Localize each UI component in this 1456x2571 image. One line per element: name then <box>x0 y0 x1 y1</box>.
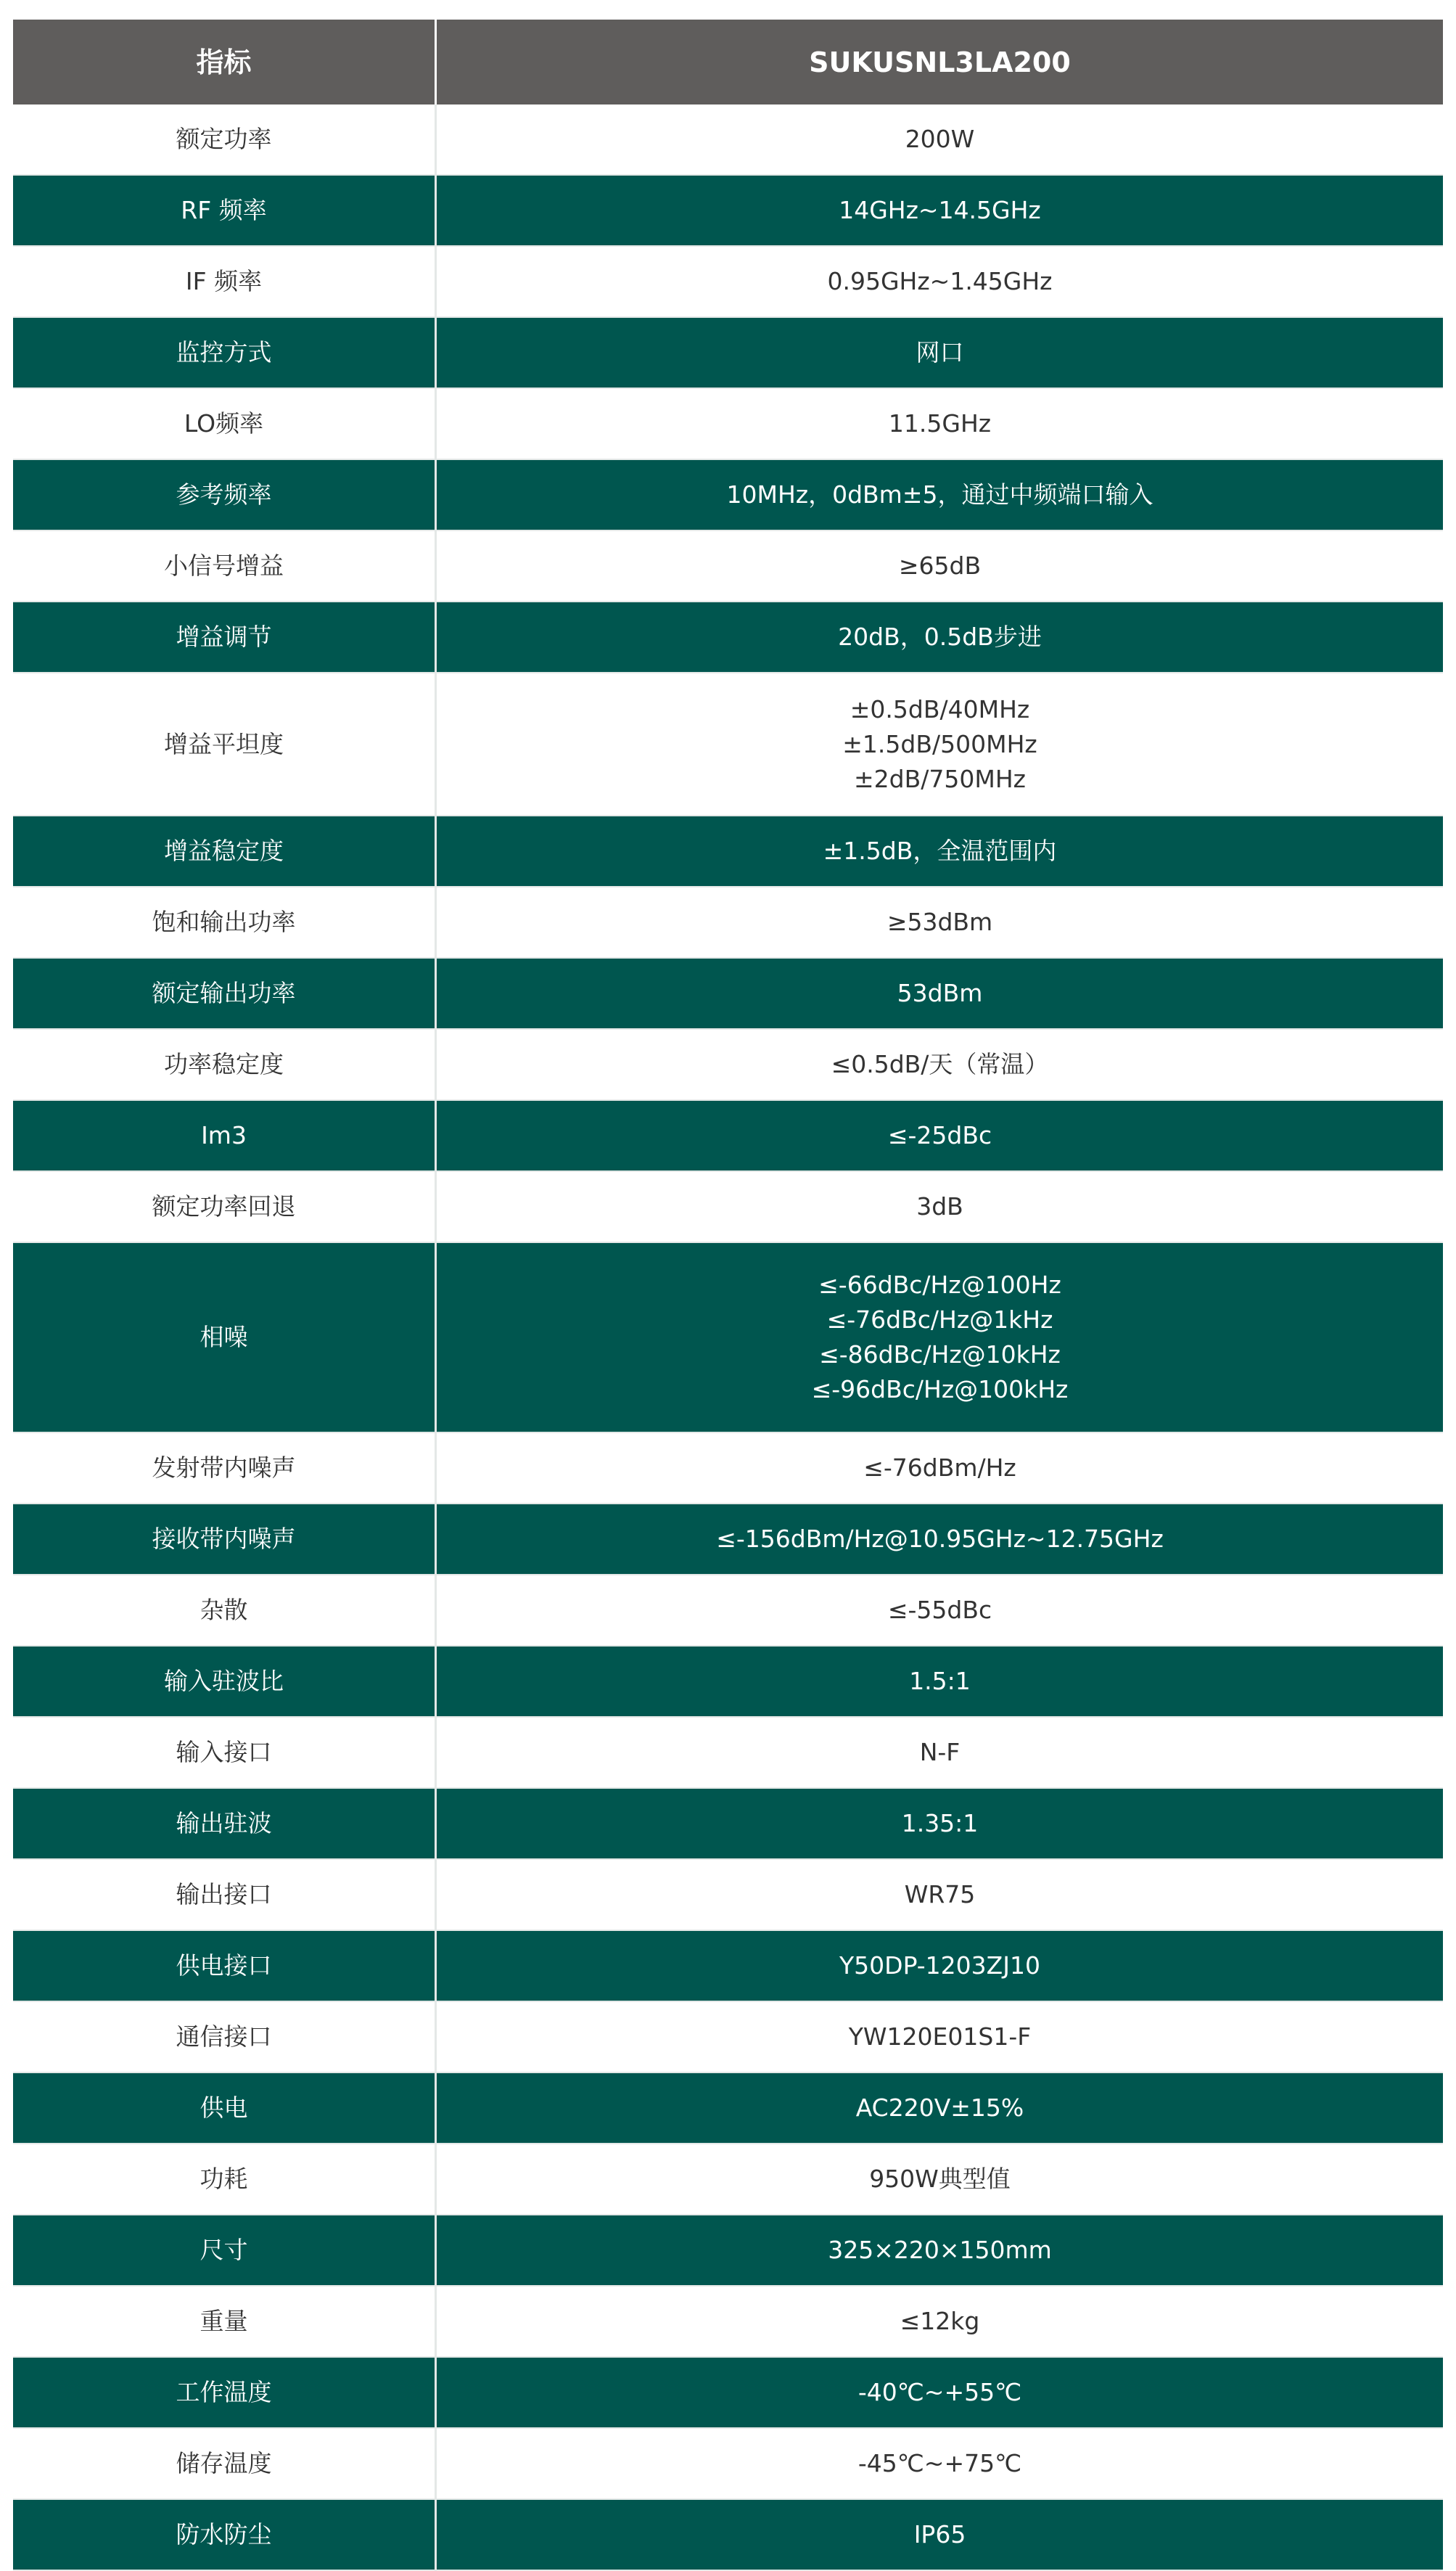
table-row <box>13 1575 1443 1647</box>
row-value: 200W <box>905 125 975 153</box>
row-label: LO频率 <box>13 389 437 459</box>
table-row <box>13 531 1443 602</box>
table-row <box>13 602 1443 673</box>
table-row <box>13 1718 1443 1789</box>
row-value: AC220V±15% <box>855 2094 1024 2122</box>
row-value-cell <box>437 673 1443 815</box>
row-value: ±0.5dB/40MHz <box>850 694 1030 723</box>
table-row <box>13 318 1443 389</box>
row-value-cell <box>437 2073 1443 2143</box>
row-label: 工作温度 <box>13 2358 437 2427</box>
row-value-cell <box>437 2429 1443 2498</box>
table-row <box>13 104 1443 176</box>
row-label: 额定输出功率 <box>13 959 437 1028</box>
row-value-cell <box>437 1101 1443 1170</box>
row-label: 功率稳定度 <box>13 1030 437 1099</box>
row-label: 通信接口 <box>13 2002 437 2072</box>
row-label: 参考频率 <box>13 460 437 530</box>
row-value: ≥65dB <box>898 551 982 580</box>
row-value-cell <box>437 2358 1443 2427</box>
row-value: -40℃~+55℃ <box>857 2378 1022 2406</box>
row-value: ≤12kg <box>900 2307 980 2335</box>
row-value: 950W典型值 <box>869 2165 1011 2193</box>
row-label: 监控方式 <box>13 318 437 388</box>
row-label: 输入驻波比 <box>13 1647 437 1716</box>
row-label: IF 频率 <box>13 247 437 316</box>
row-value: 53dBm <box>897 979 983 1007</box>
row-value-cell <box>437 1433 1443 1503</box>
row-label: RF 频率 <box>13 176 437 245</box>
row-value-cell <box>437 531 1443 601</box>
row-value: YW120E01S1-F <box>848 2022 1032 2051</box>
row-label: 额定功率回退 <box>13 1172 437 1242</box>
row-value: 11.5GHz <box>888 409 992 438</box>
row-value: WR75 <box>904 1880 976 1908</box>
row-value-cell <box>437 1647 1443 1716</box>
row-value-cell <box>437 176 1443 245</box>
row-value: 325×220×150mm <box>828 2236 1052 2264</box>
row-label: 饱和输出功率 <box>13 887 437 957</box>
row-value: ≤0.5dB/天（常温） <box>831 1050 1049 1078</box>
row-label: 接收带内噪声 <box>13 1504 437 1574</box>
table-row <box>13 1172 1443 1243</box>
row-value: ≤-96dBc/Hz@100kHz <box>811 1375 1069 1403</box>
row-value-cell <box>437 959 1443 1028</box>
row-label: 输入接口 <box>13 1718 437 1787</box>
table-row <box>13 1860 1443 1931</box>
row-value: 3dB <box>916 1192 963 1221</box>
row-label: 小信号增益 <box>13 531 437 601</box>
row-label: Im3 <box>13 1101 437 1170</box>
table-row <box>13 959 1443 1030</box>
table-row <box>13 2144 1443 2215</box>
row-value: 1.35:1 <box>901 1809 979 1837</box>
row-label: 发射带内噪声 <box>13 1433 437 1503</box>
row-label: 输出接口 <box>13 1860 437 1930</box>
table-row <box>13 1243 1443 1433</box>
row-value-cell <box>437 1860 1443 1930</box>
table-row <box>13 1931 1443 2002</box>
row-value: 10MHz，0dBm±5，通过中频端口输入 <box>726 480 1153 509</box>
row-value: N-F <box>919 1738 961 1766</box>
row-value-cell <box>437 1243 1443 1432</box>
table-row <box>13 176 1443 247</box>
table-row <box>13 389 1443 460</box>
row-value-cell <box>437 389 1443 459</box>
table-row <box>13 2073 1443 2144</box>
row-value: ≤-86dBc/Hz@10kHz <box>819 1340 1061 1369</box>
spec-table <box>13 20 1443 2571</box>
row-label: 储存温度 <box>13 2429 437 2498</box>
table-row <box>13 1789 1443 1860</box>
row-value: ≤-66dBc/Hz@100Hz <box>818 1271 1061 1299</box>
row-value-cell <box>437 2500 1443 2570</box>
row-value-cell <box>437 2215 1443 2285</box>
row-value-cell <box>437 887 1443 957</box>
row-value-cell <box>437 318 1443 388</box>
row-label: 杂散 <box>13 1575 437 1645</box>
row-label: 增益调节 <box>13 602 437 672</box>
header-model-cell: SUKUSNL3LA200 <box>809 46 1071 78</box>
table-row <box>13 1433 1443 1504</box>
row-label: 额定功率 <box>13 104 437 174</box>
table-row <box>13 1101 1443 1172</box>
row-value: ≤-55dBc <box>887 1596 992 1624</box>
table-row <box>13 1647 1443 1718</box>
row-label: 尺寸 <box>13 2215 437 2285</box>
row-label: 功耗 <box>13 2144 437 2214</box>
row-value: IP65 <box>913 2520 966 2549</box>
row-value-cell <box>437 1931 1443 2001</box>
table-row <box>13 2500 1443 2571</box>
table-row <box>13 673 1443 816</box>
row-value-cell <box>437 1030 1443 1099</box>
row-value-cell <box>437 816 1443 886</box>
row-value-cell <box>437 2002 1443 2072</box>
table-row <box>13 460 1443 531</box>
table-body <box>13 104 1443 2571</box>
table-row <box>13 2215 1443 2287</box>
row-value-cell <box>437 1789 1443 1858</box>
row-label: 输出驻波 <box>13 1789 437 1858</box>
table-row <box>13 2358 1443 2429</box>
row-value-cell <box>437 1718 1443 1787</box>
table-row <box>13 1030 1443 1101</box>
row-value: ≤-156dBm/Hz@10.95GHz~12.75GHz <box>716 1525 1164 1553</box>
table-row <box>13 887 1443 959</box>
row-value-cell <box>437 602 1443 672</box>
row-value: ≥53dBm <box>887 908 993 936</box>
row-value-cell <box>437 1575 1443 1645</box>
row-value-cell <box>437 460 1443 530</box>
row-value: 0.95GHz~1.45GHz <box>827 267 1053 295</box>
row-value: 14GHz~14.5GHz <box>839 196 1041 224</box>
row-value-cell <box>437 2287 1443 2356</box>
row-value: ≤-76dBc/Hz@1kHz <box>826 1305 1053 1334</box>
table-row <box>13 247 1443 318</box>
table-row <box>13 1504 1443 1575</box>
row-value-cell <box>437 1172 1443 1242</box>
table-row <box>13 816 1443 887</box>
row-label: 供电 <box>13 2073 437 2143</box>
row-value: ±2dB/750MHz <box>854 764 1026 793</box>
table-row <box>13 2429 1443 2500</box>
table-row <box>13 2287 1443 2358</box>
row-value: 1.5:1 <box>909 1667 971 1695</box>
row-label: 相噪 <box>13 1243 437 1432</box>
table-row <box>13 2002 1443 2073</box>
row-value: ±1.5dB，全温范围内 <box>823 837 1057 865</box>
row-value-cell <box>437 2144 1443 2214</box>
row-value: ≤-25dBc <box>887 1121 992 1149</box>
row-value: -45℃~+75℃ <box>857 2449 1022 2477</box>
row-label: 增益平坦度 <box>13 673 437 815</box>
row-value: Y50DP-1203ZJ10 <box>839 1951 1040 1980</box>
header-indicator-cell: 指标 <box>13 20 437 104</box>
row-value: ±1.5dB/500MHz <box>842 729 1037 758</box>
row-label: 防水防尘 <box>13 2500 437 2570</box>
row-label: 重量 <box>13 2287 437 2356</box>
row-label: 供电接口 <box>13 1931 437 2001</box>
row-value: ≤-76dBm/Hz <box>863 1453 1016 1482</box>
table-header-row <box>13 20 1443 104</box>
row-value-cell <box>437 247 1443 316</box>
row-value-cell <box>437 1504 1443 1574</box>
row-value-cell <box>437 104 1443 174</box>
row-value: 20dB，0.5dB步进 <box>838 623 1042 651</box>
row-value: 网口 <box>916 338 964 366</box>
row-label: 增益稳定度 <box>13 816 437 886</box>
